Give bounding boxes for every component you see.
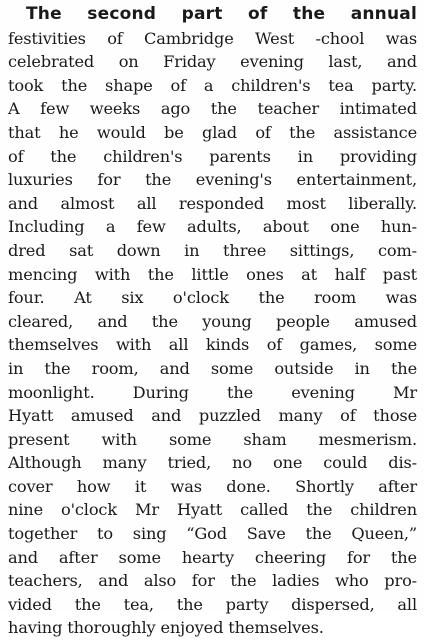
article-line: dred sat down in three sittings, com- (8, 240, 417, 260)
article-line: cleared, and the young people amused (8, 311, 417, 331)
article-body (8, 3, 417, 640)
article-line: four. At six o'clock the room was (8, 288, 417, 308)
article-line: in the room, and some outside in the (8, 358, 417, 378)
article-line: themselves with all kinds of games, some (8, 335, 417, 355)
article-line: and almost all responded most liberally. (8, 193, 417, 213)
article-line: Hyatt amused and puzzled many of those (8, 406, 417, 426)
article-line: of the children's parents in providing (8, 146, 417, 166)
article-line: The second part of the annual (26, 4, 417, 24)
article-line: mencing with the little ones at half past (8, 264, 417, 284)
article-line: together to sing “God Save the Queen,” (8, 524, 417, 544)
article-line: and after some hearty cheering for the (8, 547, 417, 567)
article-line: moonlight. During the evening Mr (8, 382, 417, 402)
article-line: took the shape of a children's tea party. (8, 75, 417, 95)
article-line: present with some sham mesmerism. (8, 429, 417, 449)
article-line: Although many tried, no one could dis- (8, 453, 417, 473)
article-line: Including a few adults, about one hun- (8, 217, 417, 237)
article-line: celebrated on Friday evening last, and (8, 52, 417, 72)
article-line: that he would be glad of the assistance (8, 122, 417, 142)
article-line: luxuries for the evening's entertainment, (8, 170, 417, 190)
article-line: teachers, and also for the ladies who pro- (8, 571, 417, 591)
article-line: festivities of Cambridge West -chool was (8, 28, 417, 48)
article-line: nine o'clock Mr Hyatt called the children (8, 500, 417, 520)
article-line: having thoroughly enjoyed themselves. (8, 618, 324, 638)
article-line: A few weeks ago the teacher intimated (8, 99, 417, 119)
article-line: vided the tea, the party dispersed, all (8, 594, 417, 614)
article-line: cover how it was done. Shortly after (8, 476, 417, 496)
